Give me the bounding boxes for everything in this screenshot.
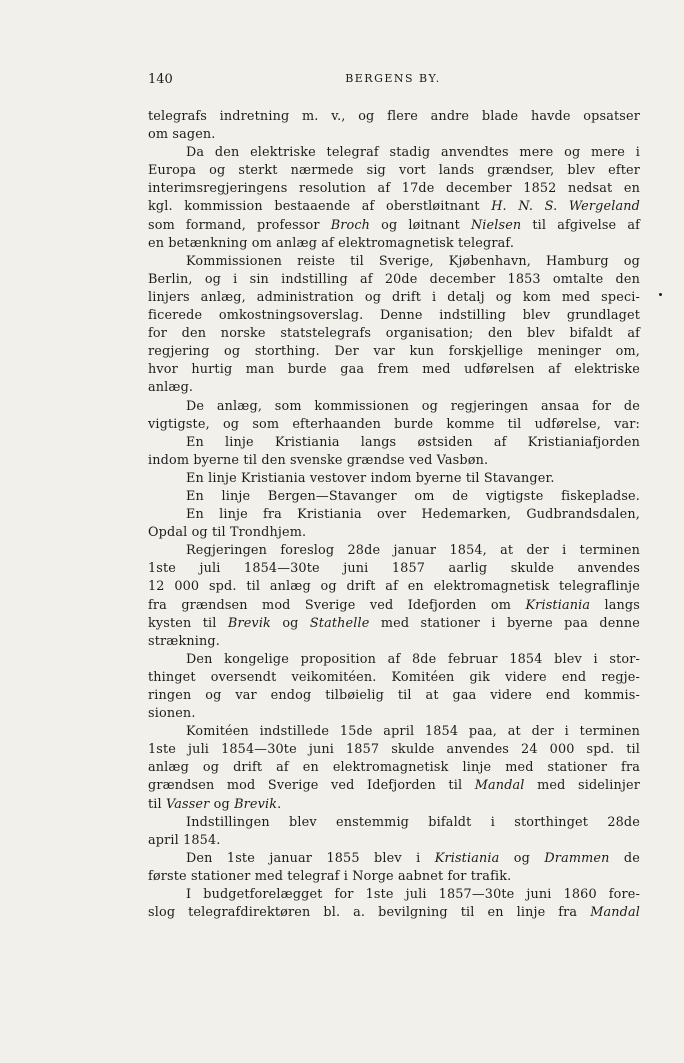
text-line: linjers anlæg, administration og drift i detalj og kom med speci- — [148, 289, 640, 305]
text-line: hvor hurtig man burde gaa frem med udførelsen af elektriske — [148, 362, 640, 378]
text-line: første stationer med telegraf i Norge aabnet for trafik. — [148, 868, 512, 884]
text-line: telegrafs indretning m. v., og flere andre blade havde opsatser — [148, 109, 640, 124]
text-line: Opdal og til Trondhjem. — [148, 525, 307, 541]
text-line: indom byerne til den svenske grændse ved Vasbøn. — [148, 452, 489, 468]
text-line: En linje fra Kristiania over Hedemarken, Gudbrandsdalen, — [186, 507, 640, 523]
text-line: En linje Bergen—Stavanger om de vigtigste fiskepladse. — [186, 488, 640, 504]
page-header — [148, 72, 638, 88]
text-line: Den kongelige proposition af 8de februar 1854 blev i stor- — [186, 651, 640, 667]
text-line: interimsregjeringens resolution af 17de december 1852 nedsat en — [148, 181, 640, 197]
text-line: for den norske statstelegrafs organisation; den blev bifaldt af — [148, 326, 640, 342]
text-line: Da den elektriske telegraf stadig anvendtes mere og mere i — [186, 145, 640, 161]
text-line: anlæg. — [148, 380, 194, 396]
text-line: Regjeringen foreslog 28de januar 1854, at der i terminen — [186, 543, 640, 559]
text-line: ficerede omkostningsoverslag. Denne indstilling blev grundlaget — [148, 308, 640, 324]
text-line: strækning. — [148, 633, 220, 649]
text-line: regjering og storthing. Der var kun forskjellige meninger om, — [148, 344, 640, 360]
text-line: fra grændsen mod Sverige ved Idefjorden om Kristiania langs — [148, 597, 640, 613]
text-line: Indstillingen blev enstemmig bifaldt i storthinget 28de — [186, 814, 640, 830]
text-line: en betænkning om anlæg af elektromagnetisk telegraf. — [148, 235, 515, 251]
text-line: kysten til Brevik og Stathelle med stationer i byerne paa denne — [148, 615, 640, 631]
text-line: En linje Kristiania langs østsiden af Kristianiafjorden — [186, 434, 640, 450]
text-line: Berlin, og i sin indstilling af 20de december 1853 omtalte den — [148, 271, 640, 287]
text-line: slog telegrafdirektøren bl. a. bevilgning til en linje fra Mandal — [148, 905, 640, 921]
text-line: som formand, professor Broch og løitnant Nielsen til afgivelse af — [148, 217, 640, 233]
text-line: ringen og var endog tilbøielig til at gaa videre end kommis- — [148, 688, 640, 703]
text-line: grændsen mod Sverige ved Idefjorden til Mandal med sidelinjer — [148, 778, 641, 794]
running-title: BERGENS BY. — [345, 72, 441, 85]
text-line: til Vasser og Brevik. — [148, 796, 282, 812]
text-line: 1ste juli 1854—30te juni 1857 skulde anvendes 24 000 spd. til — [148, 742, 640, 758]
text-line: thinget oversendt veikomitéen. Komitéen gik videre end regje- — [148, 669, 640, 685]
text-line: Den 1ste januar 1855 blev i Kristiania og Drammen de — [186, 850, 640, 866]
text-line: De anlæg, som kommissionen og regjeringen ansaa for de — [186, 398, 640, 414]
text-line: kgl. kommission bestaaende af oberstløitnant H. N. S. Wergeland — [148, 199, 640, 215]
text-line: I budgetforelægget for 1ste juli 1857—30te juni 1860 fore- — [186, 887, 640, 903]
text-line: 1ste juli 1854—30te juni 1857 aarlig skulde anvendes — [148, 561, 640, 577]
body-text — [148, 108, 640, 922]
text-line: vigtigste, og som efterhaanden burde komme til udførelse, var: — [148, 416, 640, 432]
page-number: 140 — [148, 72, 173, 87]
text-line: sionen. — [148, 706, 196, 722]
text-line: om sagen. — [148, 127, 216, 143]
text-line: Europa og sterkt nærmede sig vort lands grændser, blev efter — [148, 163, 640, 179]
text-line: En linje Kristiania vestover indom byerne til Stavanger. — [186, 470, 555, 486]
text-line: Kommissionen reiste til Sverige, Kjøbenhavn, Hamburg og — [186, 253, 640, 269]
text-line: Komitéen indstillede 15de april 1854 paa, at der i terminen — [186, 724, 640, 740]
text-line: april 1854. — [148, 832, 221, 848]
printing-speck — [659, 293, 662, 296]
text-line: anlæg og drift af en elektromagnetisk linje med stationer fra — [148, 760, 640, 776]
text-line: 12 000 spd. til anlæg og drift af en elektromagnetisk telegraflinje — [148, 579, 640, 595]
